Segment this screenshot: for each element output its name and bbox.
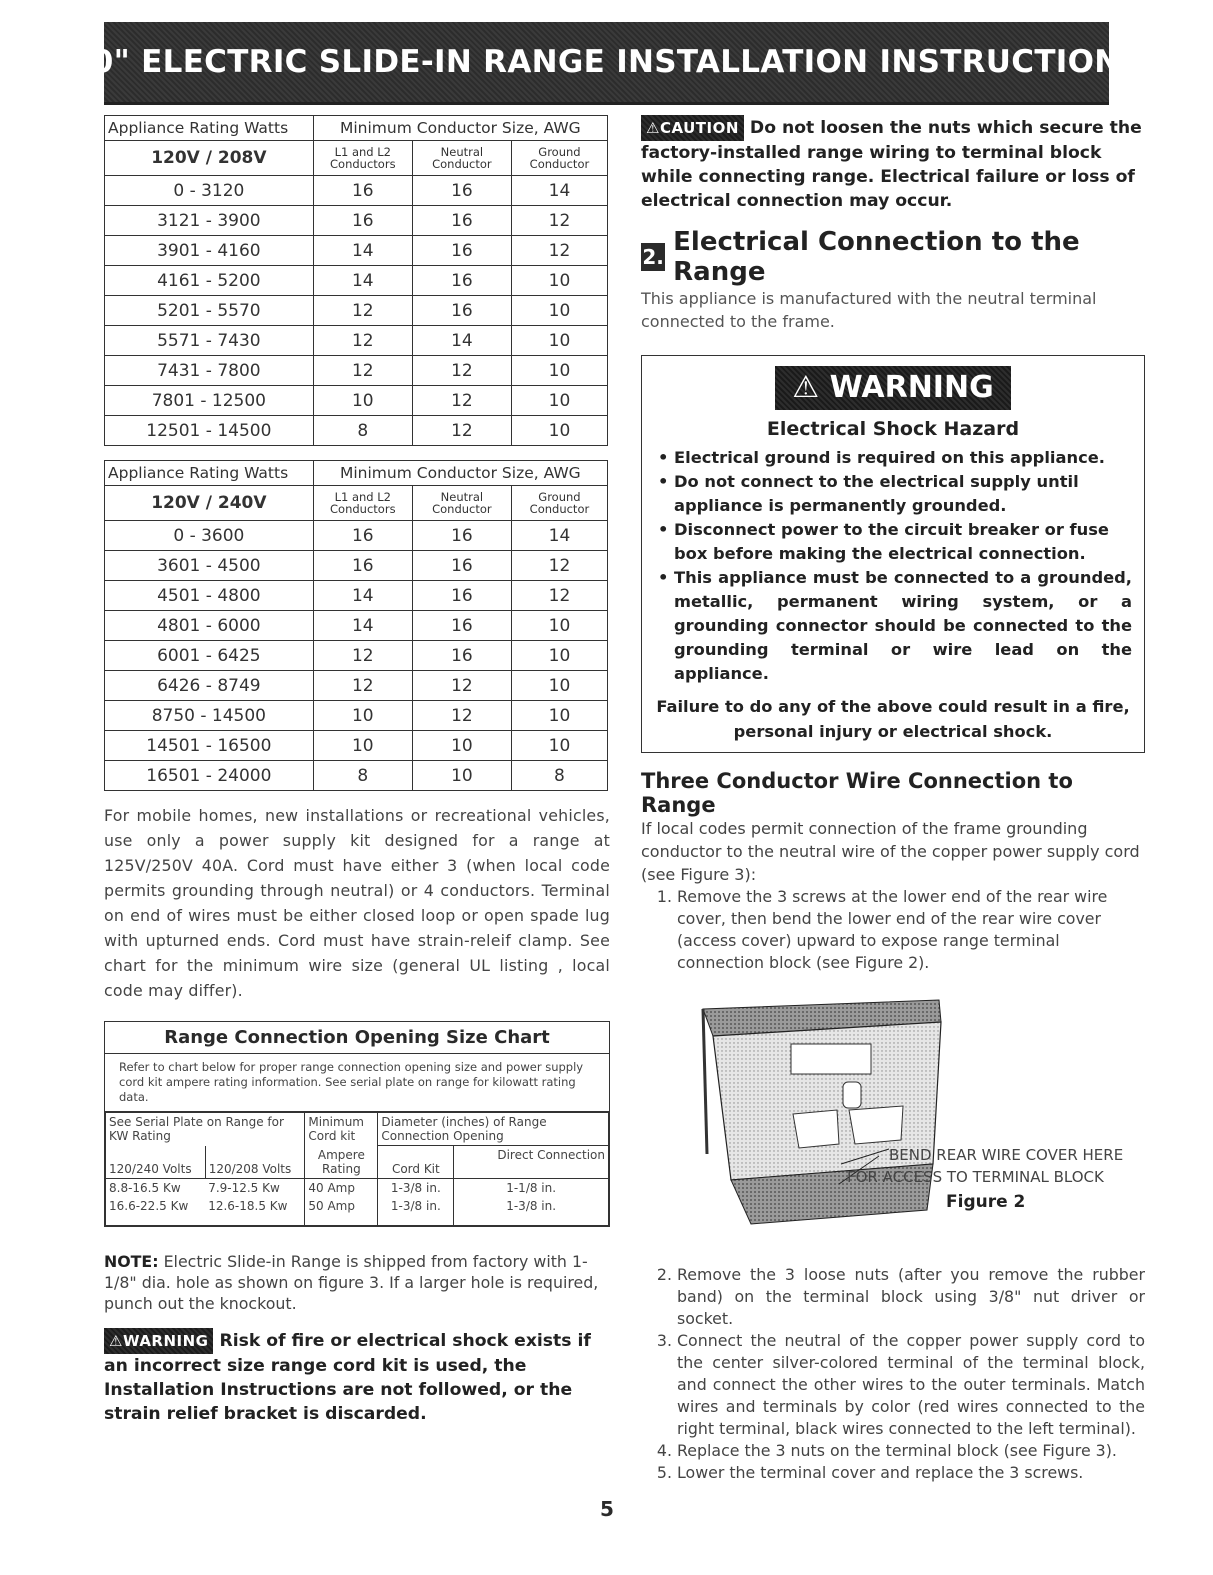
col-l1l2: L1 and L2 Conductors [313, 486, 412, 521]
header-208v: 120/208 Volts [205, 1146, 305, 1179]
cell-ground: 10 [511, 731, 607, 761]
cell-l1l2: 12 [313, 641, 412, 671]
cell-watts: 4801 - 6000 [105, 611, 314, 641]
range-rear-illustration [641, 994, 1145, 1254]
cell-ground: 10 [511, 671, 607, 701]
cell-watts: 0 - 3600 [105, 521, 314, 551]
warning-title: Electrical Shock Hazard [766, 418, 1020, 440]
cell-ground: 10 [511, 701, 607, 731]
table-row [105, 521, 608, 551]
cell-watts: 8750 - 14500 [105, 701, 314, 731]
caution-paragraph [641, 115, 1145, 213]
cell-l1l2: 16 [313, 206, 412, 236]
cell-cord-1: 1-3/8 in. [378, 1178, 454, 1197]
cell-watts: 0 - 3120 [105, 176, 314, 206]
table-row [105, 326, 608, 356]
voltage-label: 120V / 240V [105, 486, 314, 521]
section-heading [641, 227, 1145, 287]
cell-l1l2: 12 [313, 356, 412, 386]
cell-amp-1: 40 Amp [305, 1178, 378, 1197]
cell-l1l2: 14 [313, 611, 412, 641]
cell-neutral: 16 [412, 521, 511, 551]
cell-l1l2: 10 [313, 701, 412, 731]
cell-watts: 3601 - 4500 [105, 551, 314, 581]
title-banner [69, 22, 1144, 105]
warning-cord-kit-text: Risk of fire or electrical shock exists if an incorrect size range cord kit is used, the Installation Instructions are not followed, or the strain relief bracket is discarded. [104, 1330, 591, 1424]
step-item: 2. Remove the 3 loose nuts (after you remove the rubber band) on the terminal block using 3/8" nut driver or socket. [677, 1264, 1145, 1330]
figure-label-bend: BEND REAR WIRE COVER HERE [889, 1146, 1124, 1164]
left-column [104, 115, 610, 1426]
caution-text: Do not loosen the nuts which secure the factory-installed range wiring to terminal block while connecting range. Electrical failure or loss of electrical connection may occur. [641, 118, 1142, 211]
three-conductor-heading: Three Conductor Wire Connection to Range [641, 769, 1073, 817]
table-row [105, 356, 608, 386]
figure-caption: Figure 2 [946, 1192, 1026, 1212]
warning-triangle-icon: ⚠ [109, 1331, 123, 1350]
table-row [105, 551, 608, 581]
cell-direct-1: 1-1/8 in. [454, 1178, 609, 1197]
cell-l1l2: 12 [313, 326, 412, 356]
warning-item: • Disconnect power to the circuit breaker or fuse box before making the electrical connection. [654, 518, 1132, 566]
table-row [105, 296, 608, 326]
cell-l1l2: 10 [313, 731, 412, 761]
steps-list-rest [641, 1264, 1145, 1484]
cell-neutral: 16 [412, 611, 511, 641]
cell-neutral: 16 [412, 236, 511, 266]
table-row [105, 671, 608, 701]
cell-watts: 4161 - 5200 [105, 266, 314, 296]
header-rating: Appliance Rating Watts [105, 461, 314, 486]
figure-label-access: FOR ACCESS TO TERMINAL BLOCK [847, 1168, 1104, 1186]
opening-size-table [105, 1112, 609, 1226]
table-row [105, 611, 608, 641]
caution-badge [641, 115, 744, 141]
cell-ground: 10 [511, 326, 607, 356]
header-240v: 120/240 Volts [106, 1146, 206, 1179]
cell-ground: 14 [511, 176, 607, 206]
table-row [105, 581, 608, 611]
col-neutral: Neutral Conductor [412, 486, 511, 521]
section-lead: This appliance is manufactured with the neutral terminal connected to the frame. [641, 289, 1097, 331]
cell-neutral: 12 [412, 356, 511, 386]
table-row [105, 731, 608, 761]
cell-watts: 7801 - 12500 [105, 386, 314, 416]
table-row [105, 236, 608, 266]
table-row [105, 701, 608, 731]
cell-l1l2: 16 [313, 551, 412, 581]
cell-ground: 10 [511, 416, 607, 446]
chart-intro: Refer to chart below for proper range connection opening size and power supply cord kit ampere rating information. See serial plate on range for kilowatt rating data. [105, 1054, 609, 1112]
header-min-conductor: Minimum Conductor Size, AWG [313, 461, 607, 486]
note-text: Electric Slide-in Range is shipped from factory with 1-1/8" dia. hole as shown on figure 3. If a larger hole is required, punch out the knockout. [104, 1251, 599, 1313]
cell-ground: 10 [511, 296, 607, 326]
cell-l1l2: 8 [313, 416, 412, 446]
warning-footer: Failure to do any of the above could result in a fire, personal injury or electrical shock. [656, 697, 1130, 741]
cell-l1l2: 8 [313, 761, 412, 791]
voltage-label: 120V / 208V [105, 141, 314, 176]
chart-title: Range Connection Opening Size Chart [105, 1022, 609, 1054]
cell-ground: 14 [511, 521, 607, 551]
cell-kw208-2: 12.6-18.5 Kw [205, 1197, 305, 1226]
cell-ground: 10 [511, 386, 607, 416]
cell-amp-2: 50 Amp [305, 1197, 378, 1226]
shock-hazard-warning-box [641, 355, 1145, 753]
cell-ground: 10 [511, 641, 607, 671]
cell-watts: 6426 - 8749 [105, 671, 314, 701]
cell-neutral: 16 [412, 641, 511, 671]
cell-l1l2: 14 [313, 236, 412, 266]
cell-ground: 12 [511, 581, 607, 611]
cell-ground: 10 [511, 266, 607, 296]
cell-direct-2: 1-3/8 in. [454, 1197, 609, 1226]
header-min-conductor: Minimum Conductor Size, AWG [313, 116, 607, 141]
cell-kw208-1: 7.9-12.5 Kw [205, 1178, 305, 1197]
cell-neutral: 16 [412, 206, 511, 236]
cell-l1l2: 12 [313, 671, 412, 701]
step-item: 3. Connect the neutral of the copper power supply cord to the center silver-colored terminal of the terminal block, and connect the other wires to the outer terminals. Match wires and terminals by color (red wires connected to the right terminal, black wires connected to the left terminal). [677, 1330, 1145, 1440]
caution-badge-label: CAUTION [659, 119, 739, 137]
warning-banner-label: WARNING [829, 370, 994, 405]
step-item: 5. Lower the terminal cover and replace the 3 screws. [677, 1462, 1145, 1484]
cell-watts: 6001 - 6425 [105, 641, 314, 671]
table-row [105, 416, 608, 446]
cell-neutral: 12 [412, 701, 511, 731]
cell-neutral: 14 [412, 326, 511, 356]
cell-ground: 12 [511, 206, 607, 236]
header-min-cord: Minimum Cord kit [305, 1113, 378, 1146]
cell-l1l2: 16 [313, 176, 412, 206]
table-row [105, 176, 608, 206]
col-ground: Ground Conductor [511, 486, 607, 521]
table-row [105, 266, 608, 296]
page-number: 5 [600, 1497, 614, 1521]
cell-ground: 12 [511, 551, 607, 581]
cell-l1l2: 14 [313, 581, 412, 611]
cell-kw240-2: 16.6-22.5 Kw [106, 1197, 206, 1226]
warning-cord-kit [104, 1328, 610, 1426]
three-conductor-lead: If local codes permit connection of the frame grounding conductor to the neutral wire of the copper power supply cord (see Figure 3): [641, 819, 1140, 884]
figure-2 [641, 994, 1145, 1254]
mobile-homes-paragraph: For mobile homes, new installations or recreational vehicles, use only a power supply kit designed for a range at 125V/250V 40A. Cord must have either 3 (when local code permits grounding through neutral) or 4 conductors. Terminal on end of wires must be either closed loop or open spade lug with upturned ends. Cord must have strain-releif clamp. See chart for the minimum wire size (general UL listing , local code may differ). [104, 806, 610, 1000]
table-row [105, 641, 608, 671]
cell-kw240-1: 8.8-16.5 Kw [106, 1178, 206, 1197]
cell-watts: 4501 - 4800 [105, 581, 314, 611]
conductor-table-208v [104, 115, 608, 446]
header-cord-kit: Cord Kit [378, 1146, 454, 1179]
header-direct: Direct Connection [454, 1146, 609, 1179]
page-title: 30" ELECTRIC SLIDE-IN RANGE INSTALLATION INSTRUCTIONS [69, 44, 1144, 80]
warning-badge [104, 1328, 213, 1354]
warning-item: • Electrical ground is required on this appliance. [654, 446, 1132, 470]
cell-neutral: 10 [412, 761, 511, 791]
cell-neutral: 16 [412, 176, 511, 206]
cell-cord-2: 1-3/8 in. [378, 1197, 454, 1226]
table-row [105, 386, 608, 416]
cell-watts: 5201 - 5570 [105, 296, 314, 326]
warning-badge-label: WARNING [122, 1331, 209, 1350]
cell-neutral: 12 [412, 416, 511, 446]
cell-neutral: 16 [412, 581, 511, 611]
cell-neutral: 16 [412, 551, 511, 581]
step-item: 1. Remove the 3 screws at the lower end of the rear wire cover, then bend the lower end of the rear wire cover (access cover) upward to expose range terminal connection block (see Figure 2). [677, 886, 1145, 974]
caution-triangle-icon: ⚠ [646, 119, 660, 137]
cell-neutral: 16 [412, 296, 511, 326]
header-serial-plate: See Serial Plate on Range for KW Rating [106, 1113, 305, 1146]
cell-l1l2: 14 [313, 266, 412, 296]
step-item: 4. Replace the 3 nuts on the terminal block (see Figure 3). [677, 1440, 1145, 1462]
cell-watts: 5571 - 7430 [105, 326, 314, 356]
cell-ground: 12 [511, 236, 607, 266]
cell-watts: 3901 - 4160 [105, 236, 314, 266]
note-paragraph [104, 1251, 610, 1314]
cell-ground: 10 [511, 611, 607, 641]
table-row [105, 761, 608, 791]
cell-watts: 7431 - 7800 [105, 356, 314, 386]
col-l1l2: L1 and L2 Conductors [313, 141, 412, 176]
warning-item: • This appliance must be connected to a grounded, metallic, permanent wiring system, or a grounding connector should be connected to the grounding terminal or wire lead on the appliance. [654, 566, 1132, 686]
warning-triangle-icon: ⚠ [792, 370, 820, 405]
cell-ground: 8 [511, 761, 607, 791]
header-ampere: Ampere Rating [305, 1146, 378, 1179]
opening-size-chart [104, 1021, 610, 1227]
warning-item: • Do not connect to the electrical supply until appliance is permanently grounded. [654, 470, 1132, 518]
conductor-table-240v [104, 460, 608, 791]
table-row [105, 206, 608, 236]
cell-neutral: 16 [412, 266, 511, 296]
cell-l1l2: 16 [313, 521, 412, 551]
section-title: Electrical Connection to the Range [673, 227, 1080, 287]
header-diameter: Diameter (inches) of Range Connection Opening [378, 1113, 609, 1146]
header-rating: Appliance Rating Watts [105, 116, 314, 141]
cell-watts: 12501 - 14500 [105, 416, 314, 446]
section-number: 2. [642, 245, 664, 269]
cell-neutral: 12 [412, 671, 511, 701]
col-neutral: Neutral Conductor [412, 141, 511, 176]
cell-watts: 16501 - 24000 [105, 761, 314, 791]
cell-l1l2: 12 [313, 296, 412, 326]
cell-neutral: 12 [412, 386, 511, 416]
cell-watts: 14501 - 16500 [105, 731, 314, 761]
warning-list [654, 446, 1132, 686]
cell-ground: 10 [511, 356, 607, 386]
warning-banner [775, 366, 1011, 410]
right-column [641, 115, 1145, 1484]
cell-l1l2: 10 [313, 386, 412, 416]
cell-watts: 3121 - 3900 [105, 206, 314, 236]
steps-list-first [641, 886, 1145, 974]
col-ground: Ground Conductor [511, 141, 607, 176]
cell-neutral: 10 [412, 731, 511, 761]
note-label: NOTE: [104, 1251, 159, 1271]
